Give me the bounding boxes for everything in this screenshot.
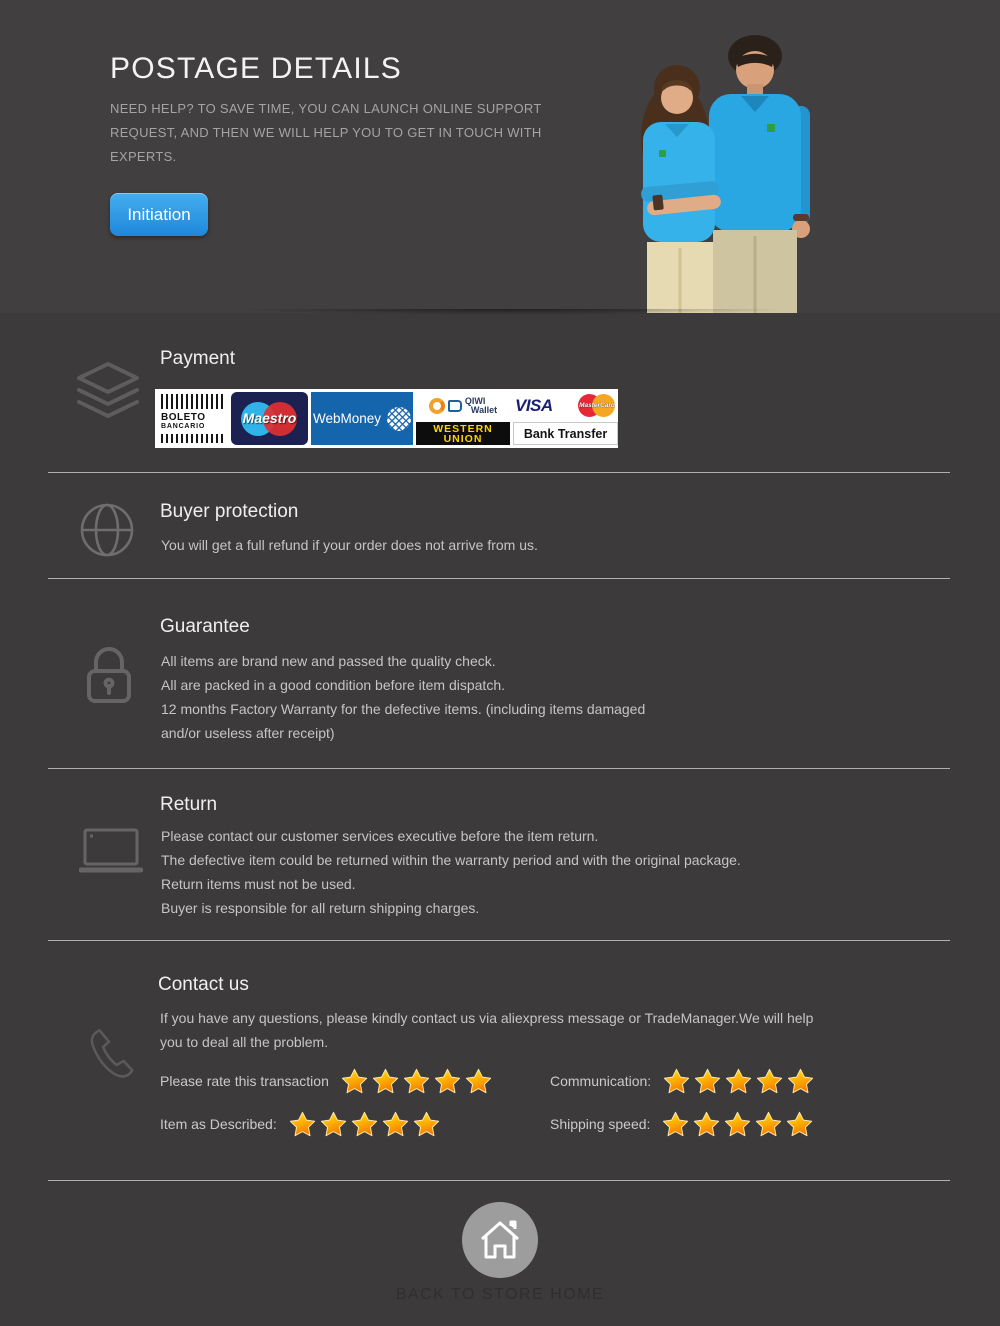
intro-text bbox=[110, 97, 542, 169]
star-rating bbox=[662, 1111, 813, 1137]
boleto-bancario-logo bbox=[158, 392, 228, 445]
lock-icon bbox=[84, 645, 134, 705]
guarantee-line: and/or useless after receipt) bbox=[161, 725, 335, 741]
divider bbox=[48, 940, 950, 941]
return-line: Buyer is responsible for all return shipping charges. bbox=[161, 900, 480, 916]
return-text bbox=[161, 824, 741, 920]
contact-us-title: Contact us bbox=[158, 974, 249, 995]
rating-item-as-described bbox=[160, 1111, 440, 1137]
banner-shadow bbox=[140, 309, 880, 317]
maestro-logo bbox=[231, 392, 308, 445]
guarantee-text bbox=[161, 649, 645, 745]
wu-label: WESTERN bbox=[433, 422, 493, 435]
rating-label: Please rate this transaction bbox=[160, 1073, 329, 1089]
barcode-icon bbox=[161, 394, 225, 409]
return-line: Return items must not be used. bbox=[161, 876, 356, 892]
visa-label: VISA bbox=[515, 395, 553, 415]
guarantee-line: 12 months Factory Warranty for the defective items. (including items damaged bbox=[161, 701, 646, 717]
divider bbox=[48, 768, 950, 769]
star-rating bbox=[289, 1111, 440, 1137]
mastercard-label: MasterCard bbox=[579, 401, 615, 409]
webmoney-label: WebMoney bbox=[312, 411, 382, 426]
rating-label: Communication: bbox=[550, 1073, 652, 1089]
barcode-icon bbox=[161, 434, 225, 443]
webmoney-globe-icon bbox=[387, 407, 411, 431]
home-icon bbox=[478, 1219, 522, 1261]
qiwi-wallet-logo bbox=[416, 392, 510, 419]
payment-title: Payment bbox=[160, 348, 235, 369]
qiwi-wallet-icon bbox=[448, 400, 462, 412]
buyer-protection-title: Buyer protection bbox=[160, 501, 299, 522]
return-line: Please contact our customer services executive before the item return. bbox=[161, 828, 599, 844]
return-line: The defective item could be returned within the warranty period and with the original package. bbox=[161, 852, 741, 868]
return-title: Return bbox=[160, 794, 218, 815]
rating-communication bbox=[550, 1068, 814, 1094]
back-to-store-home-label[interactable]: BACK TO STORE HOME bbox=[395, 1286, 605, 1303]
qiwi-ring-icon bbox=[429, 398, 445, 414]
rating-transaction bbox=[160, 1068, 492, 1094]
guarantee-line: All are packed in a good condition before item dispatch. bbox=[161, 677, 505, 693]
boleto-sublabel: BANCARIO bbox=[161, 422, 206, 430]
star-rating bbox=[341, 1068, 492, 1094]
guarantee-title: Guarantee bbox=[160, 616, 250, 637]
divider bbox=[48, 578, 950, 579]
page-title: POSTAGE DETAILS bbox=[110, 52, 402, 85]
initiation-button[interactable]: Initiation bbox=[110, 193, 208, 236]
contact-line: you to deal all the problem. bbox=[160, 1034, 329, 1050]
intro-line: REQUEST, AND THEN WE WILL HELP YOU TO GET IN TOUCH WITH bbox=[110, 125, 542, 140]
phone-icon bbox=[82, 1028, 138, 1084]
qiwi-label: QIWI Wallet bbox=[464, 395, 498, 415]
western-union-logo bbox=[416, 422, 510, 445]
bank-transfer-logo: Bank Transfer bbox=[513, 422, 618, 445]
divider bbox=[48, 1180, 950, 1181]
laptop-icon bbox=[79, 828, 143, 876]
contact-line: If you have any questions, please kindly contact us via aliexpress message or TradeManager.We will help bbox=[160, 1010, 814, 1026]
rating-label: Item as Described: bbox=[160, 1116, 277, 1132]
rating-row-1 bbox=[160, 1068, 950, 1098]
globe-icon bbox=[80, 502, 134, 558]
intro-line: EXPERTS. bbox=[110, 149, 177, 164]
star-rating bbox=[663, 1068, 814, 1094]
divider bbox=[48, 472, 950, 473]
buyer-protection-text: You will get a full refund if your order does not arrive from us. bbox=[161, 537, 538, 553]
rating-label: Shipping speed: bbox=[550, 1116, 651, 1132]
payment-methods-strip bbox=[155, 389, 618, 448]
guarantee-line: All items are brand new and passed the quality check. bbox=[161, 653, 496, 669]
models-photo bbox=[617, 26, 857, 313]
wu-sublabel: UNION bbox=[443, 432, 483, 445]
intro-line: NEED HELP? TO SAVE TIME, YOU CAN LAUNCH ONLINE SUPPORT bbox=[110, 101, 542, 116]
boleto-label: BOLETO bbox=[161, 411, 206, 423]
back-to-store-home-button[interactable] bbox=[462, 1202, 538, 1278]
maestro-label: Maestro bbox=[242, 410, 297, 426]
visa-mastercard-logos bbox=[513, 392, 618, 419]
contact-us-text bbox=[160, 1006, 813, 1054]
webmoney-logo bbox=[311, 392, 413, 445]
mastercard-logo bbox=[578, 394, 616, 418]
layers-icon bbox=[73, 360, 143, 424]
rating-shipping-speed bbox=[550, 1111, 813, 1137]
rating-row-2 bbox=[160, 1111, 950, 1141]
